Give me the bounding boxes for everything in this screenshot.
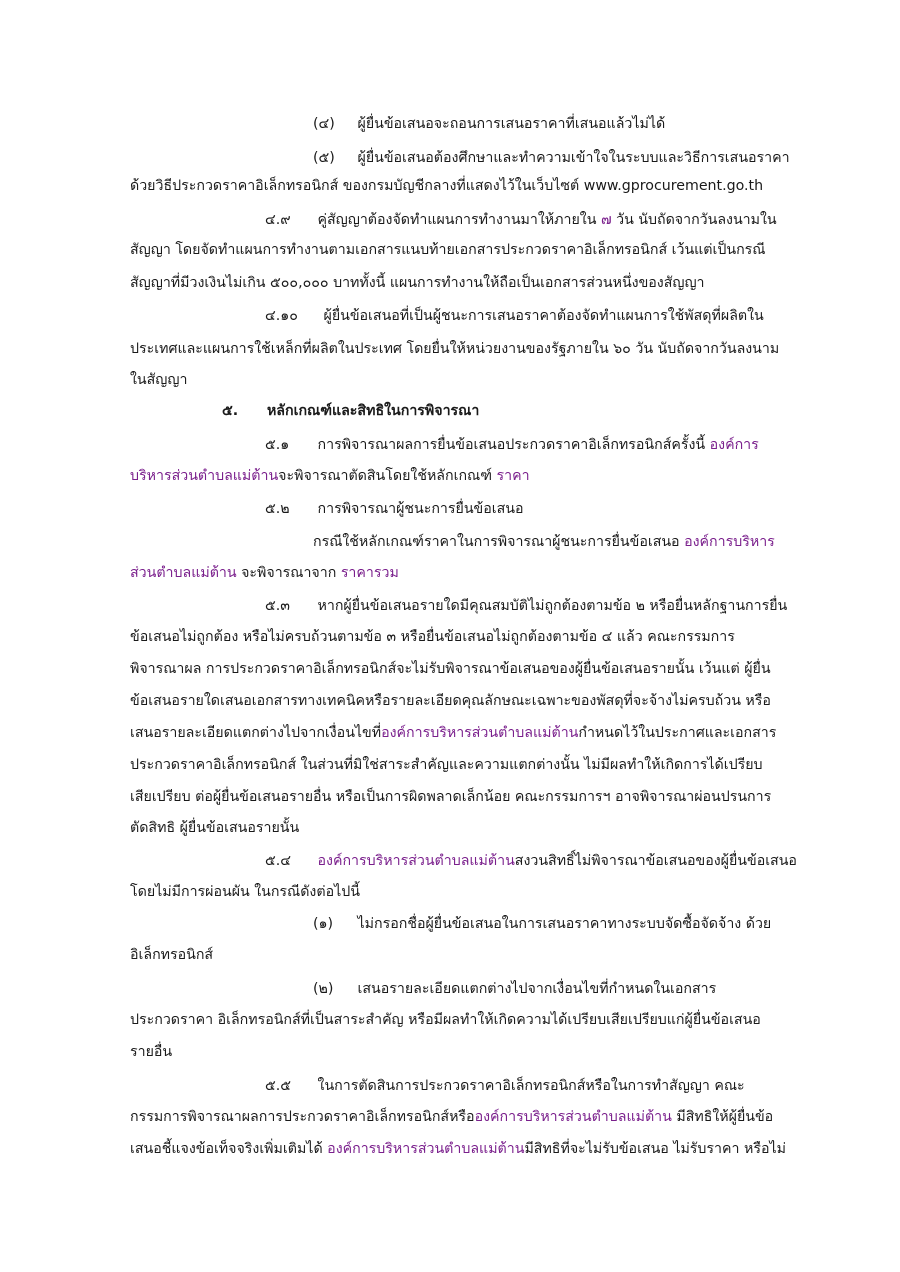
- text: ผู้ยื่นข้อเสนอจะถอนการเสนอราคาที่เสนอแล้วไม่ได้: [357, 116, 666, 132]
- clause-4-9: [265, 210, 777, 230]
- text: โดยไม่มีการผ่อนผัน ในกรณีดังต่อไปนี้: [130, 884, 360, 900]
- text: เสียเปรียบ ต่อผู้ยื่นข้อเสนอรายอื่น หรือเป็นการผิดพลาดเล็กน้อย คณะกรรมการฯ อาจพิจารณาผ่อนปรนการ: [130, 789, 772, 805]
- clause-5-4: [265, 851, 797, 871]
- text: การพิจารณาผลการยื่นข้อเสนอประกวดราคาอิเล็กทรอนิกส์ครั้งนี้: [317, 437, 706, 453]
- text: วัน นับถัดจากวันลงนามใน: [616, 212, 777, 228]
- section-number: ๕.: [222, 403, 239, 419]
- text: กำหนดไว้ในประกาศและเอกสาร: [578, 725, 777, 741]
- text: มีสิทธิให้ผู้ยื่นข้อ: [676, 1109, 774, 1125]
- text: ในสัญญา: [130, 372, 188, 388]
- text: สัญญา โดยจัดทำแผนการทำงานตามเอกสารแนบท้ายเอกสารประกวดราคาอิเล็กทรอนิกส์ เว้นแต่เป็นกรณี: [130, 242, 766, 258]
- section-5-heading: [222, 401, 479, 421]
- text: หากผู้ยื่นข้อเสนอรายใดมีคุณสมบัติไม่ถูกต้องตามข้อ ๒ หรือยื่นหลักฐานการยื่น: [317, 598, 788, 614]
- paragraph-line: [130, 818, 299, 838]
- text: อิเล็กทรอนิกส์: [130, 947, 214, 963]
- clause-number: ๔.๙: [265, 212, 291, 228]
- paragraph-line: [130, 339, 779, 359]
- clause-number: ๕.๓: [265, 598, 290, 614]
- paragraph-line: [130, 627, 735, 647]
- text: เสนอรายละเอียดแตกต่างไปจากเงื่อนไขที่กำหนดในเอกสาร: [357, 981, 717, 997]
- text: กรรมการพิจารณาผลการประกวดราคาอิเล็กทรอนิกส์หรือ: [130, 1109, 475, 1125]
- paragraph-line: [130, 240, 765, 260]
- paragraph-line: [313, 532, 775, 552]
- clause-number: ๕.๒: [265, 501, 290, 517]
- highlight-text: องค์การบริหารส่วนตำบลแม่ต้าน: [381, 725, 579, 741]
- text: ในการตัดสินการประกวดราคาอิเล็กทรอนิกส์หรือในการทำสัญญา คณะ: [317, 1078, 745, 1094]
- paragraph-line: [130, 273, 705, 293]
- paragraph-line: [130, 1107, 773, 1127]
- paragraph-line: [130, 466, 530, 486]
- paragraph-line: [130, 755, 763, 775]
- text: ผู้ยื่นข้อเสนอต้องศึกษาและทำความเข้าใจในระบบและวิธีการเสนอราคา: [357, 150, 790, 166]
- text: ประกวดราคา อิเล็กทรอนิกส์ที่เป็นสาระสำคัญ หรือมีผลทำให้เกิดความได้เปรียบเสียเปรียบแก่ผู้ยื่นข้อเสนอ: [130, 1012, 761, 1028]
- text: คู่สัญญาต้องจัดทำแผนการทำงานมาให้ภายใน: [317, 212, 597, 228]
- clause-number: ๕.๕: [265, 1078, 291, 1094]
- item-number: (๕): [313, 150, 335, 166]
- paragraph-line: [130, 563, 399, 583]
- highlight-text: องค์การบริหารส่วนตำบลแม่ต้าน: [474, 1109, 672, 1125]
- text: ประกวดราคาอิเล็กทรอนิกส์ ในส่วนที่มิใช่สาระสำคัญและความแตกต่างนั้น ไม่มีผลทำให้เกิดการได้เปรียบ: [130, 757, 763, 773]
- clause-5-3: [265, 596, 787, 616]
- text: สงวนสิทธิ์ไม่พิจารณาข้อเสนอของผู้ยื่นข้อเสนอ: [514, 853, 797, 869]
- clause-5-4-2: [313, 979, 716, 999]
- heading-text: หลักเกณฑ์และสิทธิในการพิจารณา: [266, 403, 480, 419]
- clause-number: ๕.๔: [265, 853, 291, 869]
- highlight-text: องค์การ: [709, 437, 759, 453]
- item-number: (๔): [313, 116, 335, 132]
- clause-5-1: [265, 435, 759, 455]
- text: การพิจารณาผู้ชนะการยื่นข้อเสนอ: [317, 501, 524, 517]
- clause-number: ๕.๑: [265, 437, 290, 453]
- highlight-text: ส่วนตำบลแม่ต้าน: [130, 565, 237, 581]
- paragraph-line: [130, 945, 213, 965]
- text: ข้อเสนอไม่ถูกต้อง หรือไม่ครบถ้วนตามข้อ ๓ หรือยื่นข้อเสนอไม่ถูกต้องตามข้อ ๔ แล้ว คณะกรรมการ: [130, 629, 735, 645]
- highlight-text: องค์การบริหารส่วนตำบลแม่ต้าน: [317, 853, 515, 869]
- clause-4-10: [265, 306, 764, 326]
- highlight-text: บริหารส่วนตำบลแม่ต้าน: [130, 468, 279, 484]
- clause-5-2: [265, 499, 523, 519]
- clause-5-5: [265, 1076, 745, 1096]
- text: เสนอรายละเอียดแตกต่างไปจากเงื่อนไขที่: [130, 725, 382, 741]
- clause-4-8-5: [313, 148, 790, 168]
- text: ประเทศและแผนการใช้เหล็กที่ผลิตในประเทศ โดยยื่นให้หน่วยงานของรัฐภายใน ๖๐ วัน นับถัดจากวันลงนาม: [130, 341, 780, 357]
- text: สัญญาที่มีวงเงินไม่เกิน ๕๐๐,๐๐๐ บาททั้งนี้ แผนการทำงานให้ถือเป็นเอกสารส่วนหนึ่งของสัญญา: [130, 275, 705, 291]
- text: พิจารณาผล การประกวดราคาอิเล็กทรอนิกส์จะไม่รับพิจารณาข้อเสนอของผู้ยื่นข้อเสนอรายนั้น เว้นแต่ ผู้ยื่น: [130, 661, 771, 677]
- highlight-text: องค์การบริหาร: [684, 534, 775, 550]
- highlight-text: ราคา: [496, 468, 530, 484]
- text: รายอื่น: [130, 1044, 173, 1060]
- highlight-text: ราคารวม: [340, 565, 399, 581]
- clause-number: ๔.๑๐: [265, 308, 298, 324]
- clause-4-8-4: [313, 114, 665, 134]
- paragraph-line: [130, 370, 187, 390]
- text: ตัดสิทธิ ผู้ยื่นข้อเสนอรายนั้น: [130, 820, 300, 836]
- clause-5-4-1: [313, 914, 771, 934]
- highlight-text: ๗: [600, 212, 612, 228]
- paragraph-line: [130, 176, 763, 196]
- text: ข้อเสนอรายใดเสนอเอกสารทางเทคนิคหรือรายละเอียดคุณลักษณะเฉพาะของพัสดุที่จะจ้างไม่ครบถ้วน หรือ: [130, 693, 771, 709]
- paragraph-line: [130, 1139, 786, 1159]
- text: ด้วยวิธีประกวดราคาอิเล็กทรอนิกส์ ของกรมบัญชีกลางที่แสดงไว้ในเว็บไซต์ www.gprocurement.go.th: [130, 178, 764, 194]
- text: จะพิจารณาตัดสินโดยใช้หลักเกณฑ์: [278, 468, 492, 484]
- paragraph-line: [130, 882, 360, 902]
- paragraph-line: [130, 691, 771, 711]
- text: ผู้ยื่นข้อเสนอที่เป็นผู้ชนะการเสนอราคาต้องจัดทำแผนการใช้พัสดุที่ผลิตใน: [323, 308, 764, 324]
- item-number: (๒): [313, 981, 334, 997]
- paragraph-line: [130, 659, 771, 679]
- paragraph-line: [130, 1042, 172, 1062]
- text: มีสิทธิที่จะไม่รับข้อเสนอ ไม่รับราคา หรือไม่: [524, 1141, 786, 1157]
- text: กรณีใช้หลักเกณฑ์ราคาในการพิจารณาผู้ชนะการยื่นข้อเสนอ: [313, 534, 680, 550]
- text: จะพิจารณาจาก: [241, 565, 337, 581]
- paragraph-line: [130, 1010, 761, 1030]
- item-number: (๑): [313, 916, 334, 932]
- highlight-text: องค์การบริหารส่วนตำบลแม่ต้าน: [327, 1141, 525, 1157]
- text: ไม่กรอกชื่อผู้ยื่นข้อเสนอในการเสนอราคาทางระบบจัดซื้อจัดจ้าง ด้วย: [357, 916, 772, 932]
- text: เสนอชี้แจงข้อเท็จจริงเพิ่มเติมได้: [130, 1141, 323, 1157]
- paragraph-line: [130, 787, 771, 807]
- paragraph-line: [130, 723, 776, 743]
